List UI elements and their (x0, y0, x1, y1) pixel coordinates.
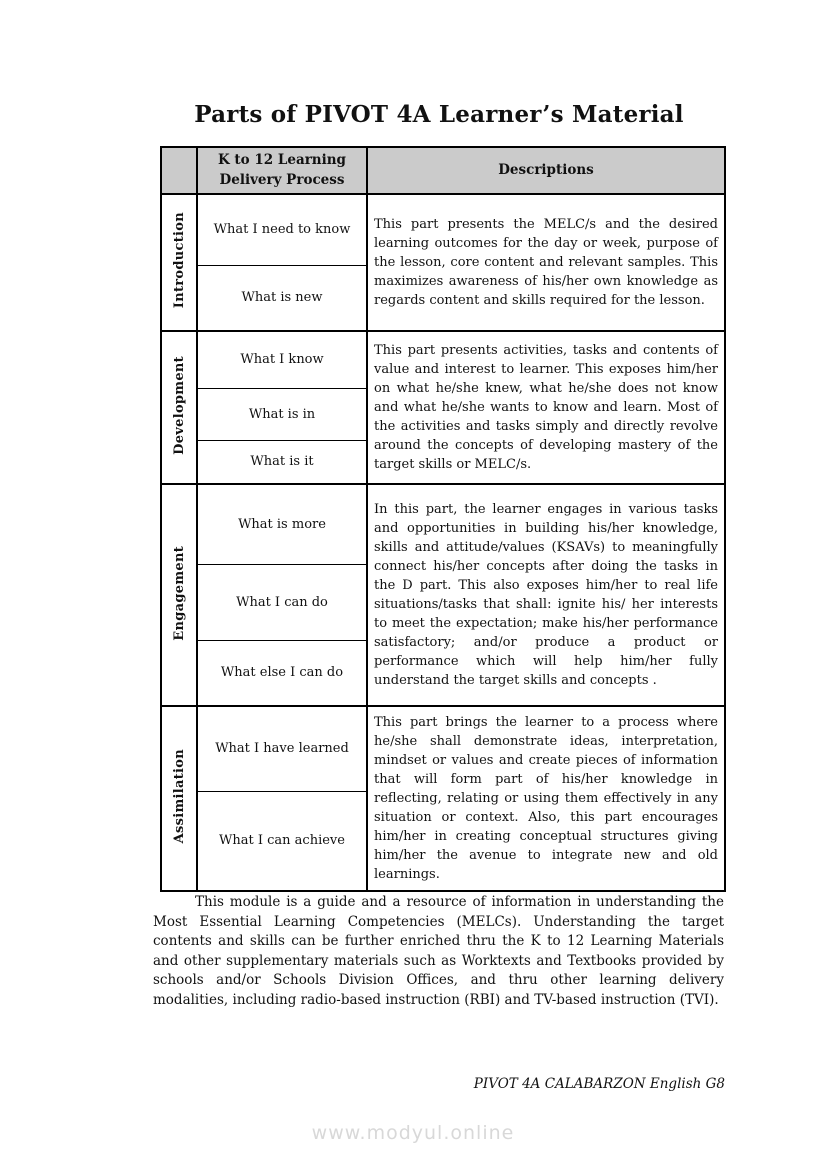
section-label-text: Engagement (171, 545, 187, 641)
section-label-text: Development (171, 356, 187, 455)
description-development: This part presents activities, tasks and contents of value and interest to learner. This exposes him/her on what he/she knew, what he/she does not know and what he/she wants to know and learn. Most of the activities and tasks simply and directly revolve around the concepts of developing mastery of the target skills or MELC/s. (367, 331, 725, 484)
page-title: Parts of PIVOT 4A Learner’s Material (194, 101, 684, 128)
process-cell-what-i-can-achieve: What I can achieve (197, 791, 367, 891)
section-label-text: Assimilation (171, 749, 187, 844)
process-cell-what-is-in: What is in (197, 388, 367, 440)
table-row (161, 331, 725, 388)
section-label-development (161, 331, 197, 484)
process-cell-what-is-it: What is it (197, 440, 367, 484)
table-header-row (161, 147, 725, 194)
section-label-text: Introduction (171, 212, 187, 309)
descriptions-column-header: Descriptions (367, 147, 725, 194)
table-row (161, 484, 725, 564)
description-engagement: In this part, the learner engages in various tasks and opportunities in building his/her knowledge, skills and attitude/values (KSAVs) to meaningfully connect his/her concepts after doing the tasks in the D part. This also exposes him/her to real life situations/tasks that shall: ignite his/ her interests to meet the expectation; make his/her performance satisfactory; and/or produce a product or performance which will help him/her fully understand the target skills and concepts . (367, 484, 725, 706)
process-cell-what-else-i-can-do: What else I can do (197, 640, 367, 706)
description-assimilation: This part brings the learner to a process where he/she shall demonstrate ideas, interpretation, mindset or values and create pieces of information that will form part of his/her knowledge in reflecting, relating or using them effectively in any situation or context. Also, this part encourages him/her in creating conceptual structures giving him/her the avenue to integrate new and old learnings. (367, 706, 725, 891)
table-row (161, 706, 725, 791)
section-label-assimilation (161, 706, 197, 891)
watermark-text: www.modyul.online (311, 1122, 515, 1144)
process-cell-what-i-know: What I know (197, 331, 367, 388)
page-footer-text: PIVOT 4A CALABARZON English G8 (473, 1076, 725, 1092)
table-row (161, 194, 725, 265)
module-intro-paragraph: This module is a guide and a resource of information in understanding the Most Essential Learning Competencies (MELCs). Understanding the target contents and skills can be further enriched thru the K to 12 Learning Materials and other supplementary materials such as Worktexts and Textbooks provided by schools and/or Schools Division Offices, and thru other learning delivery modalities, including radio-based instruction (RBI) and TV-based instruction (TVI). (153, 894, 724, 1008)
corner-cell (161, 147, 197, 194)
process-cell-what-is-more: What is more (197, 484, 367, 564)
description-introduction: This part presents the MELC/s and the desired learning outcomes for the day or week, purpose of the lesson, core content and relevant samples. This maximizes awareness of his/her own knowledge as regards content and skills required for the lesson. (367, 194, 725, 331)
process-column-header: K to 12 Learning Delivery Process (197, 147, 367, 194)
process-cell-what-i-can-do: What I can do (197, 564, 367, 640)
process-cell-what-i-have-learned: What I have learned (197, 706, 367, 791)
process-cell-what-i-need-to-know: What I need to know (197, 194, 367, 265)
parts-table (160, 146, 726, 892)
section-label-engagement (161, 484, 197, 706)
process-cell-what-is-new: What is new (197, 265, 367, 331)
section-label-introduction (161, 194, 197, 331)
